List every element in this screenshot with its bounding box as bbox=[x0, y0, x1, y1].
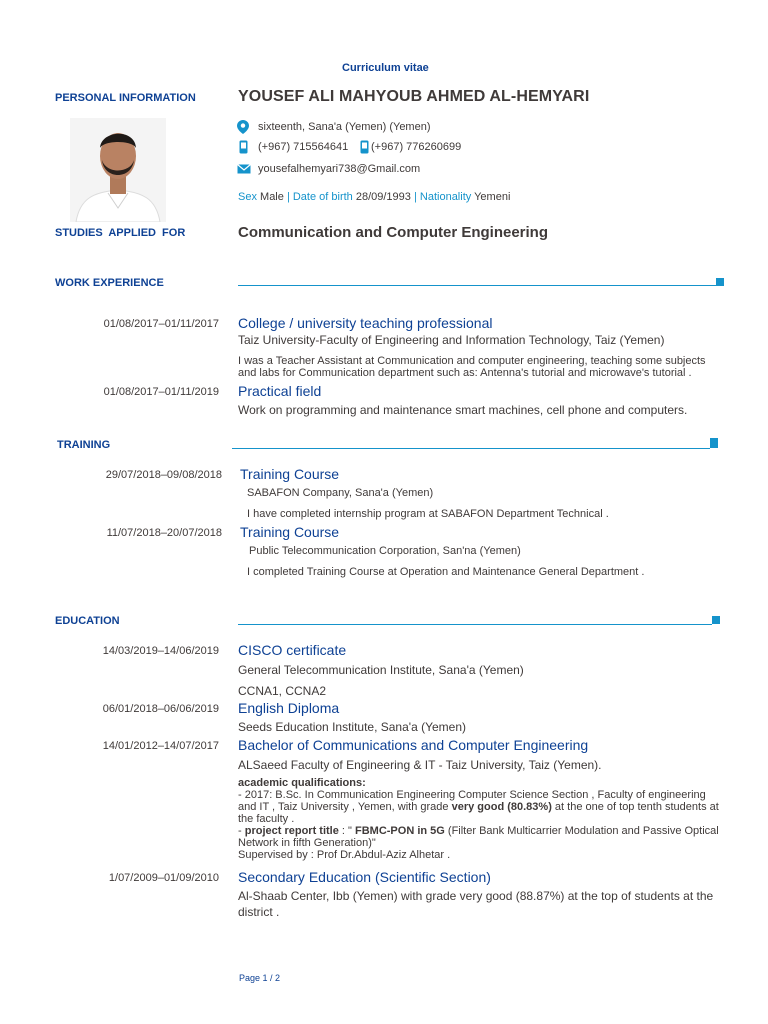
work-organization: Taiz University-Faculty of Engineering and Information Technology, Taiz (Yemen) bbox=[238, 333, 665, 347]
separator: | bbox=[286, 191, 290, 203]
document-title: Curriculum vitae bbox=[342, 62, 429, 74]
section-work-experience: WORK EXPERIENCE bbox=[55, 277, 164, 289]
location-pin-icon bbox=[237, 120, 249, 134]
training-date: 11/07/2018–20/07/2018 bbox=[106, 527, 222, 539]
studies-applied-value: Communication and Computer Engineering bbox=[238, 224, 549, 241]
education-title: English Diploma bbox=[238, 700, 340, 716]
dob-value: 28/09/1993 bbox=[355, 191, 411, 203]
personal-details-line bbox=[238, 191, 510, 203]
address: sixteenth, Sana'a (Yemen) (Yemen) bbox=[258, 121, 431, 133]
qualification-text: - 2017: B.Sc. In Communication Engineering Computer Science Section , Faculty of engineering and IT , Taiz University , Yemen, with grade bbox=[238, 789, 706, 813]
qualification-text: (Filter Bank Multicarrier Modulation and Passive Optical Network in fifth Generation)" bbox=[238, 825, 719, 849]
nationality-label: Nationality bbox=[419, 191, 472, 203]
section-education: EDUCATION bbox=[55, 615, 120, 627]
education-institution: district . bbox=[238, 905, 280, 919]
sex-value: Male bbox=[260, 191, 284, 203]
section-personal-information: PERSONAL INFORMATION bbox=[55, 92, 196, 104]
work-title: Practical field bbox=[238, 383, 322, 399]
section-divider bbox=[232, 448, 710, 449]
education-title: Secondary Education (Scientific Section) bbox=[238, 869, 491, 885]
qualification-text: - bbox=[238, 825, 245, 837]
education-date: 14/03/2019–14/06/2019 bbox=[102, 645, 219, 657]
project-label: project report title bbox=[244, 825, 339, 837]
education-title: CISCO certificate bbox=[238, 642, 347, 658]
qualification-grade: very good (80.83%) bbox=[451, 801, 552, 813]
work-date: 01/08/2017–01/11/2019 bbox=[103, 386, 219, 398]
training-date: 29/07/2018–09/08/2018 bbox=[105, 469, 222, 481]
phone-primary[interactable]: (+967) 715564641 bbox=[258, 141, 349, 153]
section-divider-marker bbox=[712, 616, 720, 624]
email-link[interactable]: yousefalhemyari738@Gmail.com bbox=[258, 163, 421, 175]
academic-qualifications bbox=[238, 777, 726, 861]
mobile-phone-icon bbox=[239, 140, 248, 154]
project-title: FBMC-PON in 5G bbox=[355, 825, 445, 837]
education-date: 14/01/2012–14/07/2017 bbox=[102, 740, 219, 752]
education-title: Bachelor of Communications and Computer Engineering bbox=[238, 737, 589, 753]
work-description: I was a Teacher Assistant at Communication and computer engineering, teaching some subjects bbox=[238, 355, 706, 367]
training-description: I have completed internship program at SABAFON Department Technical . bbox=[247, 508, 609, 520]
work-date: 01/08/2017–01/11/2017 bbox=[103, 318, 219, 330]
section-divider-marker bbox=[710, 438, 718, 448]
education-institution: General Telecommunication Institute, Sana'a (Yemen) bbox=[238, 663, 524, 677]
qualification-supervisor: Supervised by : Prof Dr.Abdul-Aziz Alhetar . bbox=[238, 849, 451, 861]
education-institution: ALSaeed Faculty of Engineering & IT - Taiz University, Taiz (Yemen). bbox=[238, 758, 602, 772]
qualifications-heading: academic qualifications: bbox=[238, 777, 366, 789]
section-divider bbox=[238, 624, 712, 625]
mobile-phone-icon bbox=[360, 140, 369, 154]
training-organization: SABAFON Company, Sana'a (Yemen) bbox=[247, 487, 434, 499]
education-date: 1/07/2009–01/09/2010 bbox=[108, 872, 219, 884]
qualification-text: : " bbox=[338, 825, 355, 837]
dob-label: Date of birth bbox=[292, 191, 353, 203]
section-divider bbox=[238, 285, 716, 286]
work-description: Work on programming and maintenance smart machines, cell phone and computers. bbox=[238, 403, 688, 417]
section-divider-marker bbox=[716, 278, 724, 286]
work-description: and labs for Communication department such as: Antenna's tutorial and microwave's tutorial . bbox=[238, 367, 692, 379]
qualification-text: at the one of top tenth students at the faculty . bbox=[238, 801, 719, 825]
qualification-degree bbox=[238, 789, 726, 825]
training-organization: Public Telecommunication Corporation, San'na (Yemen) bbox=[249, 545, 521, 557]
education-institution: Seeds Education Institute, Sana'a (Yemen) bbox=[238, 720, 466, 734]
work-title: College / university teaching professional bbox=[238, 315, 493, 331]
section-training: TRAINING bbox=[57, 439, 111, 451]
profile-photo bbox=[70, 118, 166, 222]
sex-label: Sex bbox=[238, 191, 257, 203]
phone-secondary[interactable]: (+967) 776260699 bbox=[371, 141, 462, 153]
envelope-icon bbox=[237, 164, 251, 174]
qualification-project bbox=[238, 825, 726, 849]
education-date: 06/01/2018–06/06/2019 bbox=[102, 703, 219, 715]
separator: | bbox=[413, 191, 417, 203]
education-institution: Al-Shaab Center, Ibb (Yemen) with grade very good (88.87%) at the top of students at the bbox=[238, 889, 714, 903]
full-name: YOUSEF ALI MAHYOUB AHMED AL-HEMYARI bbox=[238, 88, 590, 105]
training-title: Training Course bbox=[240, 524, 340, 540]
nationality-value: Yemeni bbox=[474, 191, 511, 203]
section-studies-applied-for: STUDIES APPLIED FOR bbox=[55, 227, 186, 239]
page-number: Page 1 / 2 bbox=[239, 973, 281, 983]
education-detail: CCNA1, CCNA2 bbox=[238, 684, 327, 698]
training-description: I completed Training Course at Operation and Maintenance General Department . bbox=[247, 566, 645, 578]
training-title: Training Course bbox=[240, 466, 340, 482]
